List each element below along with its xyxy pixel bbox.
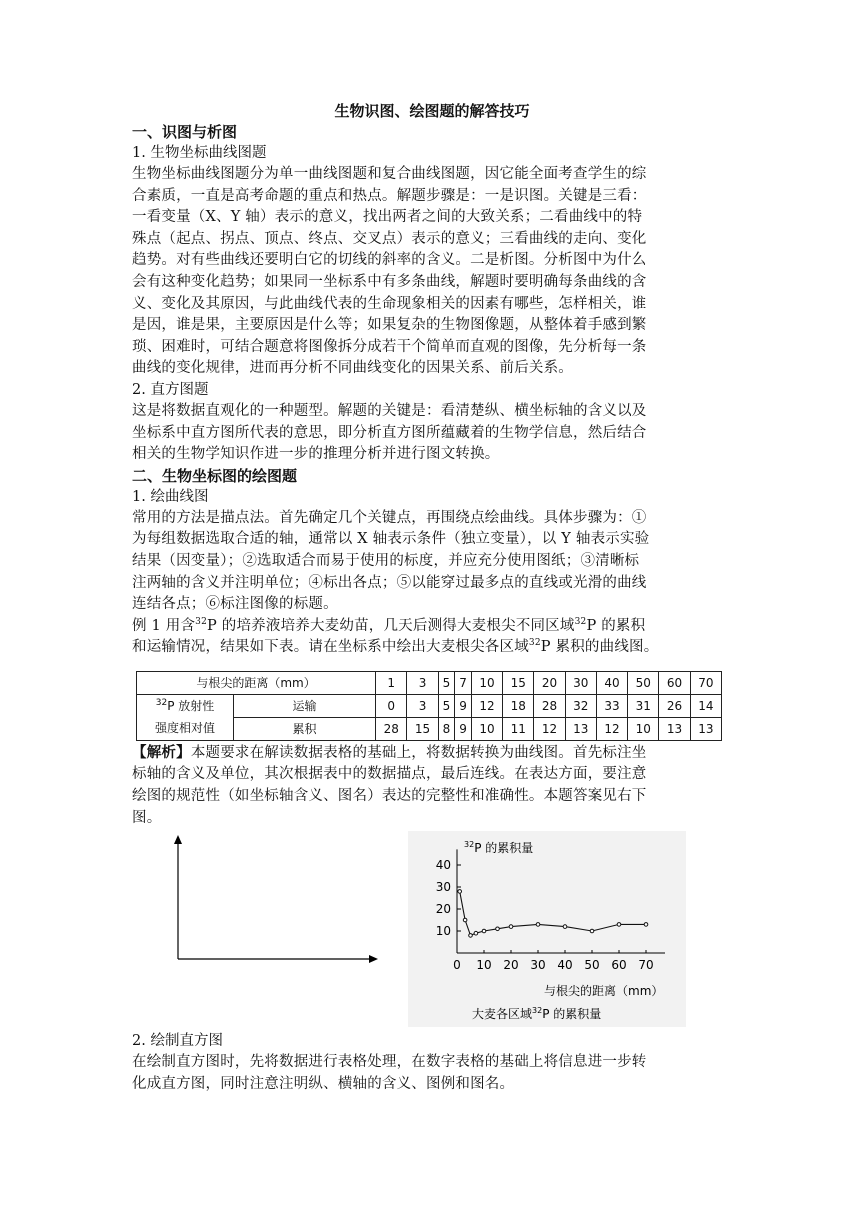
text-line: 一看变量（X、Y 轴）表示的意义，找出两者之间的大致关系；二看曲线中的特 <box>132 209 643 226</box>
data-point <box>482 929 486 933</box>
text-line: 为每组数据选取合适的轴，通常以 X 轴表示条件（独立变量），以 Y 轴表示实验 <box>132 531 650 548</box>
y-tick-label: 20 <box>435 902 451 917</box>
text-line: 义、变化及其原因，与此曲线代表的生命现象相关的因素有哪些，怎样相关，谁 <box>132 295 647 312</box>
subsection-heading: 2. 直方图题 <box>132 381 209 398</box>
data-point <box>463 918 467 922</box>
text-line: 琐、困难时，可结合题意将图像拆分成若干个简单而直观的图像，先分析每一条 <box>132 338 647 355</box>
table-cell: 10 <box>471 717 502 740</box>
table-cell: 9 <box>455 717 472 740</box>
data-point <box>458 890 462 894</box>
y-tick-label: 40 <box>435 858 451 873</box>
table-cell: 28 <box>376 717 407 740</box>
table-row <box>137 671 722 694</box>
x-tick-label: 10 <box>476 958 492 973</box>
text-line: 例 1 用含$^{32}$P 的培养液培养大麦幼苗，几天后测得大麦根尖不同区域$^{32}$P 的累积 <box>132 616 646 634</box>
x-tick-label: 20 <box>503 958 519 973</box>
table-cell: 18 <box>503 694 534 717</box>
table-cell: 3 <box>407 694 438 717</box>
text-line: 注两轴的含义并注明单位；④标出各点；⑤以能穿过最多点的直线或光滑的曲线 <box>132 574 647 591</box>
table-cell: 13 <box>659 717 690 740</box>
table-cell: 33 <box>596 694 627 717</box>
table-header-cell: 与根尖的距离（mm） <box>137 671 376 694</box>
table-cell: 7 <box>455 671 472 694</box>
data-point <box>469 934 473 938</box>
text-line: 合素质，一直是高考命题的重点和热点。解题步骤是：一是识图。关键是三看： <box>132 187 647 204</box>
chart-title: 大麦各区域$^{32}$P 的累积量 <box>472 1006 602 1022</box>
text-line: 连结各点；⑥标注图像的标题。 <box>132 596 338 613</box>
subsection-heading: 1. 绘曲线图 <box>132 488 209 505</box>
text-line: 曲线的变化规律，进而再分析不同曲线变化的因果关系、前后关系。 <box>132 360 573 377</box>
data-point <box>617 923 621 927</box>
example-question <box>132 616 732 659</box>
data-point <box>474 932 478 936</box>
document-page <box>132 100 732 1095</box>
table-cell: 50 <box>628 671 659 694</box>
y-tick-label: 10 <box>435 924 451 939</box>
text-line: 趋势。对有些曲线还要明白它的切线的斜率的含义。二是析图。分析图中为什么 <box>132 252 647 269</box>
text-line: 图。 <box>132 809 162 826</box>
data-point <box>563 925 567 929</box>
text-line: 相关的生物学知识作进一步的推理分析并进行图文转换。 <box>132 446 500 463</box>
text-line: 【解析】本题要求在解读数据表格的基础上，将数据转换为曲线图。首先标注坐 <box>132 744 647 761</box>
table-cell: 13 <box>690 717 721 740</box>
table-row-label: 运输 <box>234 694 376 717</box>
table-cell: 12 <box>534 717 565 740</box>
blank-axes <box>174 835 378 963</box>
data-point <box>644 923 648 927</box>
table-row <box>137 694 722 717</box>
text-line: 这是将数据直观化的一种题型。解题的关键是：看清楚纵、横坐标轴的含义以及 <box>132 402 647 419</box>
table-cell: 30 <box>565 671 596 694</box>
table-cell: 40 <box>596 671 627 694</box>
data-point <box>509 925 513 929</box>
table-cell: 9 <box>455 694 472 717</box>
text-line: 和运输情况，结果如下表。请在坐标系中绘出大麦根尖各区域$^{32}$P 累积的曲线图。 <box>132 638 659 656</box>
table-cell: 14 <box>690 694 721 717</box>
table-cell: 5 <box>438 671 455 694</box>
paragraph <box>132 508 732 616</box>
section-heading: 二、生物坐标图的绘图题 <box>132 466 298 485</box>
table-cell: 28 <box>534 694 565 717</box>
subsection-heading: 1. 生物坐标曲线图题 <box>132 145 267 161</box>
table-cell: 10 <box>628 717 659 740</box>
section-heading: 一、识图与析图 <box>132 123 238 141</box>
document-title: 生物识图、绘图题的解答技巧 <box>334 102 530 120</box>
table-cell: 15 <box>503 671 534 694</box>
chart-x-label: 与根尖的距离（mm） <box>544 984 664 999</box>
table-cell: 12 <box>471 694 502 717</box>
table-cell: 12 <box>596 717 627 740</box>
analysis-paragraph <box>132 743 732 829</box>
text-line: 是因，谁是果，主要原因是什么等；如果复杂的生物图像题，从整体着手感到繁 <box>132 317 647 334</box>
text-line: 会有这种变化趋势；如果同一坐标系中有多条曲线，解题时要明确每条曲线的含 <box>132 273 647 290</box>
text-line: 在绘制直方图时，先将数据进行表格处理，在数字表格的基础上将信息进一步转 <box>132 1054 647 1071</box>
table-cell: 10 <box>471 671 502 694</box>
table-cell: 20 <box>534 671 565 694</box>
table-group-label: $^{32}$P 放射性 强度相对值 <box>137 694 234 740</box>
text-line: 标轴的含义及单位，其次根据表中的数据描点，最后连线。在表达方面，要注意 <box>132 766 647 783</box>
text-line: 绘图的规范性（如坐标轴含义、图名）表达的完整性和准确性。本题答案见右下 <box>132 788 647 805</box>
data-point <box>536 923 540 927</box>
data-point <box>496 927 500 931</box>
table-cell: 5 <box>438 694 455 717</box>
table-row-label: 累积 <box>234 717 376 740</box>
table-cell: 1 <box>376 671 407 694</box>
text-line: 常用的方法是描点法。首先确定几个关键点，再围绕点绘曲线。具体步骤为：① <box>132 509 647 526</box>
x-tick-label: 30 <box>530 958 546 973</box>
text-line: 生物坐标曲线图题分为单一曲线图题和复合曲线图题，因它能全面考查学生的综 <box>132 166 647 182</box>
paragraph <box>132 401 732 466</box>
table-cell: 31 <box>628 694 659 717</box>
chart-y-label: $^{32}$P 的累积量 <box>464 840 534 856</box>
text-line: 结果（因变量）；②选取适合而易于使用的标度，并应充分使用图纸；③清晰标 <box>132 552 640 569</box>
x-tick-label: 0 <box>453 958 461 973</box>
table-cell: 11 <box>503 717 534 740</box>
text-line: 化成直方图，同时注意注明纵、横轴的含义、图例和图名。 <box>132 1075 515 1092</box>
data-table <box>136 671 722 741</box>
text-line: 殊点（起点、拐点、顶点、终点、交叉点）表示的意义；三看曲线的走向、变化 <box>132 230 647 247</box>
data-point <box>590 929 594 933</box>
x-tick-label: 40 <box>557 958 573 973</box>
text-line: 坐标系中直方图所代表的意思，即分析直方图所蕴藏着的生物学信息，然后结合 <box>132 424 647 441</box>
x-tick-label: 60 <box>611 958 627 973</box>
y-tick-label: 30 <box>435 880 451 895</box>
x-tick-label: 50 <box>584 958 600 973</box>
table-cell: 15 <box>407 717 438 740</box>
blank-y-arrow <box>174 835 182 844</box>
table-cell: 13 <box>565 717 596 740</box>
paragraph <box>132 164 732 380</box>
subsection-heading: 2. 绘制直方图 <box>132 1033 223 1050</box>
table-cell: 32 <box>565 694 596 717</box>
table-cell: 8 <box>438 717 455 740</box>
x-tick-label: 70 <box>638 958 654 973</box>
paragraph <box>132 1052 732 1095</box>
table-cell: 0 <box>376 694 407 717</box>
table-cell: 70 <box>690 671 721 694</box>
table-cell: 26 <box>659 694 690 717</box>
table-cell: 3 <box>407 671 438 694</box>
figures-row <box>132 831 732 1031</box>
table-cell: 60 <box>659 671 690 694</box>
blank-x-arrow <box>369 955 378 963</box>
figures-svg <box>132 831 732 1031</box>
